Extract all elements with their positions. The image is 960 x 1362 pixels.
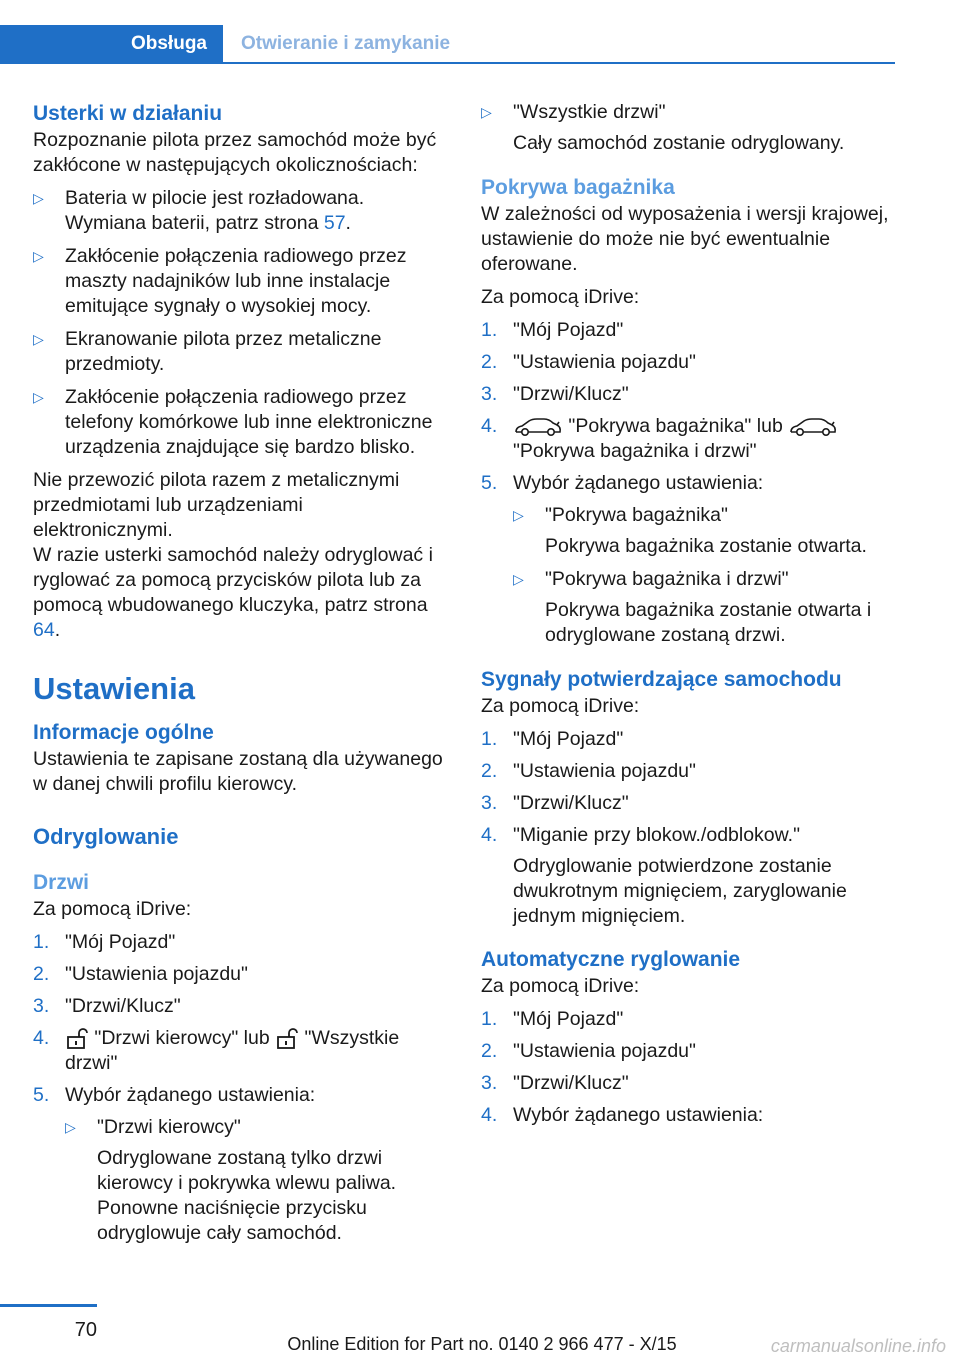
bullet-icon: ▷	[513, 507, 524, 523]
option-title: "Drzwi kierowcy"	[97, 1116, 241, 1138]
list-item	[481, 759, 901, 784]
step-number: 1.	[481, 1008, 498, 1030]
option-description: Cały samochód zostanie odryglowany.	[513, 132, 845, 154]
list-item	[513, 567, 901, 648]
step-text: "Drzwi kierowcy" lub	[89, 1027, 276, 1049]
page-number: 70	[74, 1319, 97, 1341]
bullet-icon: ▷	[65, 1119, 76, 1135]
step-number: 4.	[481, 415, 498, 437]
general-info-heading: Informacje ogólne	[33, 721, 214, 744]
step-text: "Mój Pojazd"	[513, 319, 624, 341]
unlock-heading: Odryglowanie	[33, 824, 179, 849]
left-column	[33, 100, 448, 1254]
step-text: Wybór żądanego ustawienia:	[513, 1104, 764, 1126]
step-number: 2.	[481, 1040, 498, 1062]
step-text: "Ustawienia pojazdu"	[65, 963, 248, 985]
general-info-text: Ustawienia te zapisane zostaną dla używanego w danej chwili profilu kierowcy.	[33, 748, 443, 795]
step-number: 5.	[481, 472, 498, 494]
step-text: "Drzwi/Klucz"	[65, 995, 181, 1017]
step-number: 3.	[33, 995, 50, 1017]
list-item	[481, 727, 901, 752]
faults-paragraph-2: W razie usterki samochód należy odryglować i ryglować za pomocą przycisków pilota lub za pomocą wbudowanego kluczyka, patrz strona 64.	[33, 544, 433, 641]
step-number: 2.	[481, 351, 498, 373]
right-column	[481, 75, 901, 1135]
tab-section[interactable]: Otwieranie i zamykanie	[241, 33, 451, 54]
footer-divider	[0, 1304, 97, 1307]
option-description: Pokrywa bagażnika zostanie otwarta i odryglowane zostaną drzwi.	[545, 599, 872, 646]
list-item	[33, 962, 448, 987]
step-number: 3.	[481, 383, 498, 405]
bullet-icon: ▷	[33, 248, 44, 264]
autolock-intro: Za pomocą iDrive:	[481, 975, 640, 997]
option-title: "Pokrywa bagażnika i drzwi"	[545, 568, 789, 590]
list-item	[481, 1039, 901, 1064]
list-item	[481, 1103, 901, 1128]
edition-note: Online Edition for Part no. 0140 2 966 477 - X/15	[287, 1334, 677, 1354]
watermark: carmanualsonline.info	[770, 1336, 946, 1356]
settings-heading: Ustawienia	[33, 671, 195, 706]
list-item	[513, 503, 901, 559]
faults-paragraph-1: Nie przewozić pilota razem z metalicznymi przedmiotami lub urządzeniami elektronicznymi.	[33, 469, 400, 541]
step-text: Wybór żądanego ustawienia:	[65, 1084, 316, 1106]
page-link-64[interactable]: 64	[33, 619, 55, 641]
step-text: "Ustawienia pojazdu"	[513, 760, 696, 782]
list-item-text: Zakłócenie połączenia radiowego przez telefony komórkowe lub inne elektroniczne urządzenia znajdujące się bardzo blisko.	[65, 386, 433, 458]
step-text: "Wszystkie drzwi"	[65, 1027, 400, 1074]
step-text: "Mój Pojazd"	[513, 728, 624, 750]
list-item	[481, 791, 901, 816]
bullet-icon: ▷	[481, 104, 492, 120]
list-item	[481, 414, 901, 464]
step-number: 3.	[481, 792, 498, 814]
list-item	[33, 186, 448, 236]
signals-intro: Za pomocą iDrive:	[481, 695, 640, 717]
list-item	[33, 1083, 448, 1108]
list-item	[33, 327, 448, 377]
option-title: "Wszystkie drzwi"	[513, 101, 666, 123]
signals-heading: Sygnały potwierdzające samochodu	[481, 668, 842, 691]
trunk-heading: Pokrywa bagażnika	[481, 176, 675, 199]
unlock-icon	[65, 1028, 89, 1050]
option-title: "Pokrywa bagażnika"	[545, 504, 728, 526]
step-number: 4.	[481, 1104, 498, 1126]
step-text: "Drzwi/Klucz"	[513, 1072, 629, 1094]
bullet-icon: ▷	[33, 331, 44, 347]
step-text: "Mój Pojazd"	[65, 931, 176, 953]
list-item	[65, 1115, 448, 1246]
faults-heading: Usterki w działaniu	[33, 102, 223, 125]
car-trunk-icon	[788, 416, 838, 438]
car-trunk-icon	[513, 416, 563, 438]
step-description: Odryglowanie potwierdzone zostanie dwukrotnym mignięciem, zaryglowanie jednym mignięciem.	[513, 855, 847, 927]
step-number: 4.	[33, 1027, 50, 1049]
header-tabs	[0, 25, 895, 64]
step-number: 1.	[481, 319, 498, 341]
step-number: 1.	[481, 728, 498, 750]
list-item	[481, 350, 901, 375]
step-text: "Ustawienia pojazdu"	[513, 1040, 696, 1062]
step-text: "Drzwi/Klucz"	[513, 383, 629, 405]
step-number: 2.	[33, 963, 50, 985]
option-description: Pokrywa bagażnika zostanie otwarta.	[545, 535, 867, 557]
step-number: 2.	[481, 760, 498, 782]
step-text: "Pokrywa bagażnika i drzwi"	[513, 440, 757, 462]
step-text: "Ustawienia pojazdu"	[513, 351, 696, 373]
tab-chapter[interactable]: Obsługa	[0, 25, 223, 62]
step-text: "Mój Pojazd"	[513, 1008, 624, 1030]
list-item	[33, 244, 448, 319]
trunk-idrive: Za pomocą iDrive:	[481, 286, 640, 308]
bullet-icon: ▷	[513, 571, 524, 587]
step-text: "Miganie przy blokow./odblokow."	[513, 824, 800, 846]
list-item	[481, 318, 901, 343]
bullet-icon: ▷	[33, 389, 44, 405]
step-text: "Drzwi/Klucz"	[513, 792, 629, 814]
page-link-57[interactable]: 57	[323, 212, 346, 234]
list-item	[481, 823, 901, 929]
step-number: 5.	[33, 1084, 50, 1106]
unlock-icon	[275, 1028, 299, 1050]
bullet-icon: ▷	[33, 190, 44, 206]
option-description: Odryglowane zostaną tylko drzwi kierowcy i pokrywka wlewu paliwa. Ponowne naciśnięcie przycisku odryglowuje cały samochód.	[97, 1147, 397, 1244]
step-number: 3.	[481, 1072, 498, 1094]
step-text: Wybór żądanego ustawienia:	[513, 472, 764, 494]
list-item	[481, 1007, 901, 1032]
list-item-text: Zakłócenie połączenia radiowego przez maszty nadajników lub inne instalacje emitujące sygnały o wysokiej mocy.	[65, 245, 407, 317]
list-item	[33, 994, 448, 1019]
autolock-heading: Automatyczne ryglowanie	[481, 948, 741, 971]
doors-intro: Za pomocą iDrive:	[33, 898, 192, 920]
list-item	[481, 1071, 901, 1096]
list-item-text: Bateria w pilocie jest rozładowana. Wymiana baterii, patrz strona	[65, 187, 365, 234]
doors-heading: Drzwi	[33, 871, 90, 894]
trunk-intro: W zależności od wyposażenia i wersji krajowej, ustawienie do może nie być ewentualnie oferowane.	[481, 203, 889, 275]
list-item	[481, 382, 901, 407]
list-item	[481, 100, 901, 156]
faults-intro: Rozpoznanie pilota przez samochód może być zakłócone w następujących okolicznościach:	[33, 129, 437, 176]
list-item	[33, 385, 448, 460]
list-item	[33, 930, 448, 955]
list-item	[33, 1026, 448, 1076]
step-number: 1.	[33, 931, 50, 953]
step-number: 4.	[481, 824, 498, 846]
list-item-text: Ekranowanie pilota przez metaliczne przedmioty.	[65, 328, 382, 375]
list-item-tail: .	[345, 212, 351, 234]
list-item	[481, 471, 901, 496]
step-text: "Pokrywa bagażnika" lub	[563, 415, 789, 437]
